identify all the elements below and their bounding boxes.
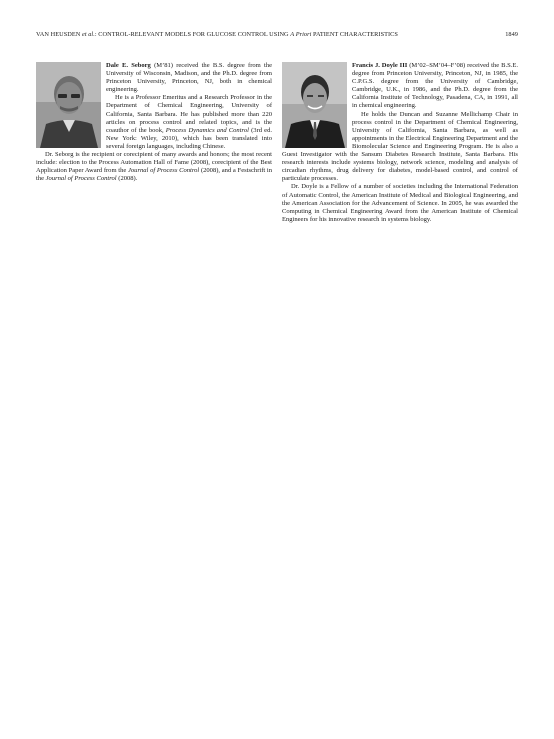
portrait-photo-doyle xyxy=(282,62,347,148)
bio-doyle xyxy=(282,62,518,224)
running-header-title: VAN HEUSDEN et al.: CONTROL-RELEVANT MODELS FOR GLUCOSE CONTROL USING A Priori PATIENT CHARACTERISTICS xyxy=(36,31,398,38)
bio-seborg xyxy=(36,62,272,183)
author-name: Dale E. Seborg xyxy=(106,62,151,69)
bio-seborg-paragraph-3: Dr. Seborg is the recipient or corecipient of many awards and honors; the most recent include: election to the Process Automation Hall of Fame (2008), corecipient of the Best Application Paper Award from the Journal of Process Control (2008), and a Festschrift in the Journal of Process Control (2008). xyxy=(36,151,273,183)
page-number: 1849 xyxy=(505,31,518,38)
bio-doyle-paragraph-1: Francis J. Doyle III (M’02–SM’04–F’08) received the B.S.E. degree from Princeton University, Princeton, NJ, in 1985, the C.P.G.S. degree from the University of Cambridge, Cambridge, U.K., in 1986, and the Ph.D. degree from the California Institute of Technology, Pasadena, CA, in 1991, all in chemical engineering. xyxy=(352,62,518,110)
portrait-photo-seborg xyxy=(36,62,101,148)
author-name: Francis J. Doyle III xyxy=(352,62,408,69)
bio-seborg-paragraph-1: Dale E. Seborg (M’81) received the B.S. degree from the University of Wisconsin, Madison, and the Ph.D. degree from Princeton University, Princeton, NJ, both in chemical engineering. xyxy=(106,62,272,94)
bio-seborg-paragraph-2: He is a Professor Emeritus and a Research Professor in the Department of Chemical Engineering, University of California, Santa Barbara. He has published more than 220 articles on process control and related topics, and is the coauthor of the book, Process Dynamics and Control (3rd ed. New York: Wiley, 2010), which has been translated into several foreign languages, including Chinese. xyxy=(106,94,272,150)
portrait-photo-icon xyxy=(36,62,101,148)
bio-doyle-paragraph-2: He holds the Duncan and Suzanne Mellichamp Chair in process control in the Department of Chemical Engineering, University of California, Santa Barbara, as well as appointments in the Electrical Engineering Department and the Biomolecular Science and Engineering Program. He is also a Guest Investigator with the Sansum Diabetes Research Institute, Santa Barbara. His research interests include systems biology, network science, modeling and analysis of circadian rhythms, drug delivery for diabetes, model-based control, and control of particulate processes. xyxy=(282,110,518,183)
bio-doyle-paragraph-3: Dr. Doyle is a Fellow of a number of societies including the International Federation of Automatic Control, the American Institute of Medical and Biological Engineering, and the American Association for the Advancement of Science. In 2005, he was awarded the Computing in Chemical Engineering Award from the American Institute of Chemical Engineers for his innovative research in systems biology. xyxy=(282,183,518,223)
portrait-photo-icon xyxy=(282,62,347,148)
